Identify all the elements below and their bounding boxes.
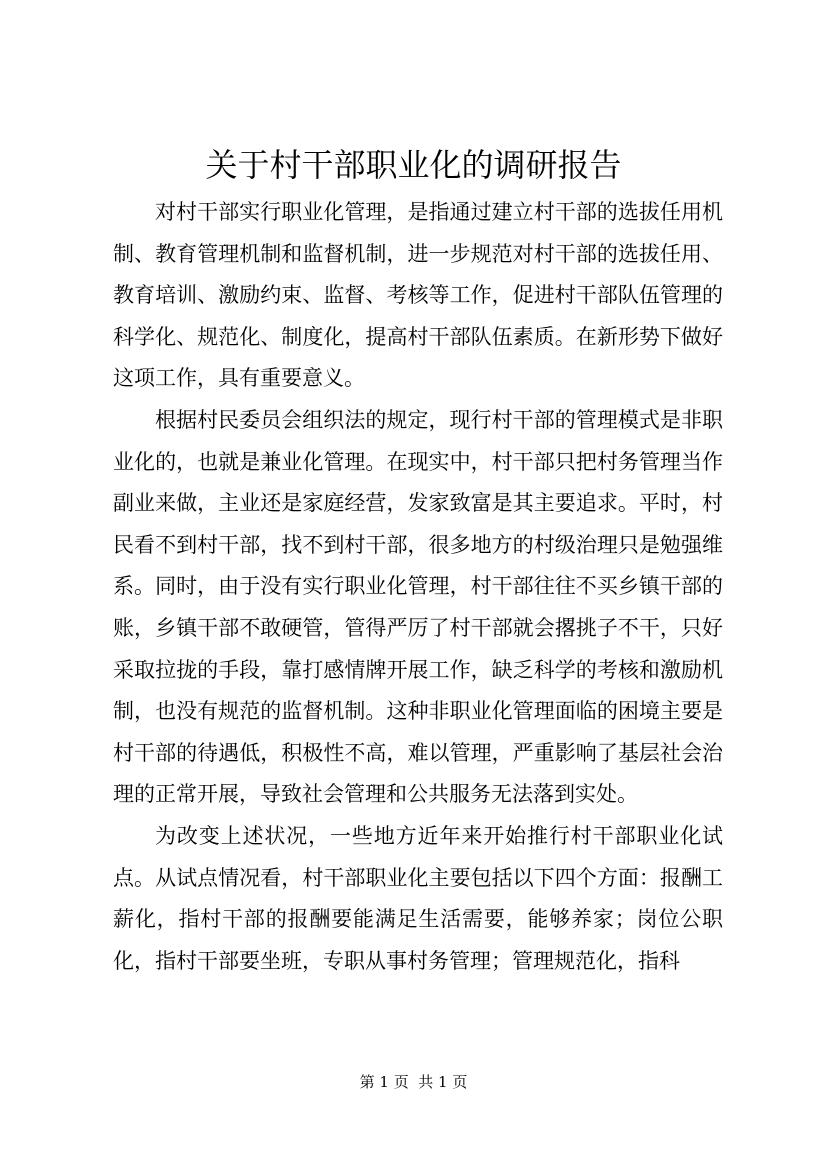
document-title: 关于村干部职业化的调研报告 — [205, 146, 622, 184]
paragraph-2: 根据村民委员会组织法的规定，现行村干部的管理模式是非职业化的，也就是兼业化管理。在现实中，村干部只把村务管理当作副业来做，主业还是家庭经营，发家致富是其主要追求。平时，村民看不到村干部，找不到村干部，很多地方的村级治理只是勉强维系。同时，由于没有实行职业化管理，村干部往往不买乡镇干部的账，乡镇干部不敢硬管，管得严厉了村干部就会撂挑子不干，只好采取拉拢的手段，靠打感情牌开展工作，缺乏科学的考核和激励机制，也没有规范的监督机制。这种非职业化管理面临的困境主要是村干部的待遇低，积极性不高，难以管理，严重影响了基层社会治理的正常开展，导致社会管理和公共服务无法落到实处。 — [113, 407, 723, 807]
document-body — [113, 192, 723, 982]
paragraph-3: 为改变上述状况，一些地方近年来开始推行村干部职业化试点。从试点情况看，村干部职业化主要包括以下四个方面：报酬工薪化，指村干部的报酬要能满足生活需要，能够养家；岗位公职化，指村干部要坐班，专职从事村务管理；管理规范化，指科 — [113, 823, 723, 973]
page-footer — [0, 1071, 827, 1093]
page-number-label: 第 1 页 共 1 页 — [359, 1073, 468, 1091]
paragraph-1: 对村干部实行职业化管理，是指通过建立村干部的选拔任用机制、教育管理机制和监督机制，进一步规范对村干部的选拔任用、教育培训、激励约束、监督、考核等工作，促进村干部队伍管理的科学化、规范化、制度化，提高村干部队伍素质。在新形势下做好这项工作，具有重要意义。 — [113, 200, 723, 391]
